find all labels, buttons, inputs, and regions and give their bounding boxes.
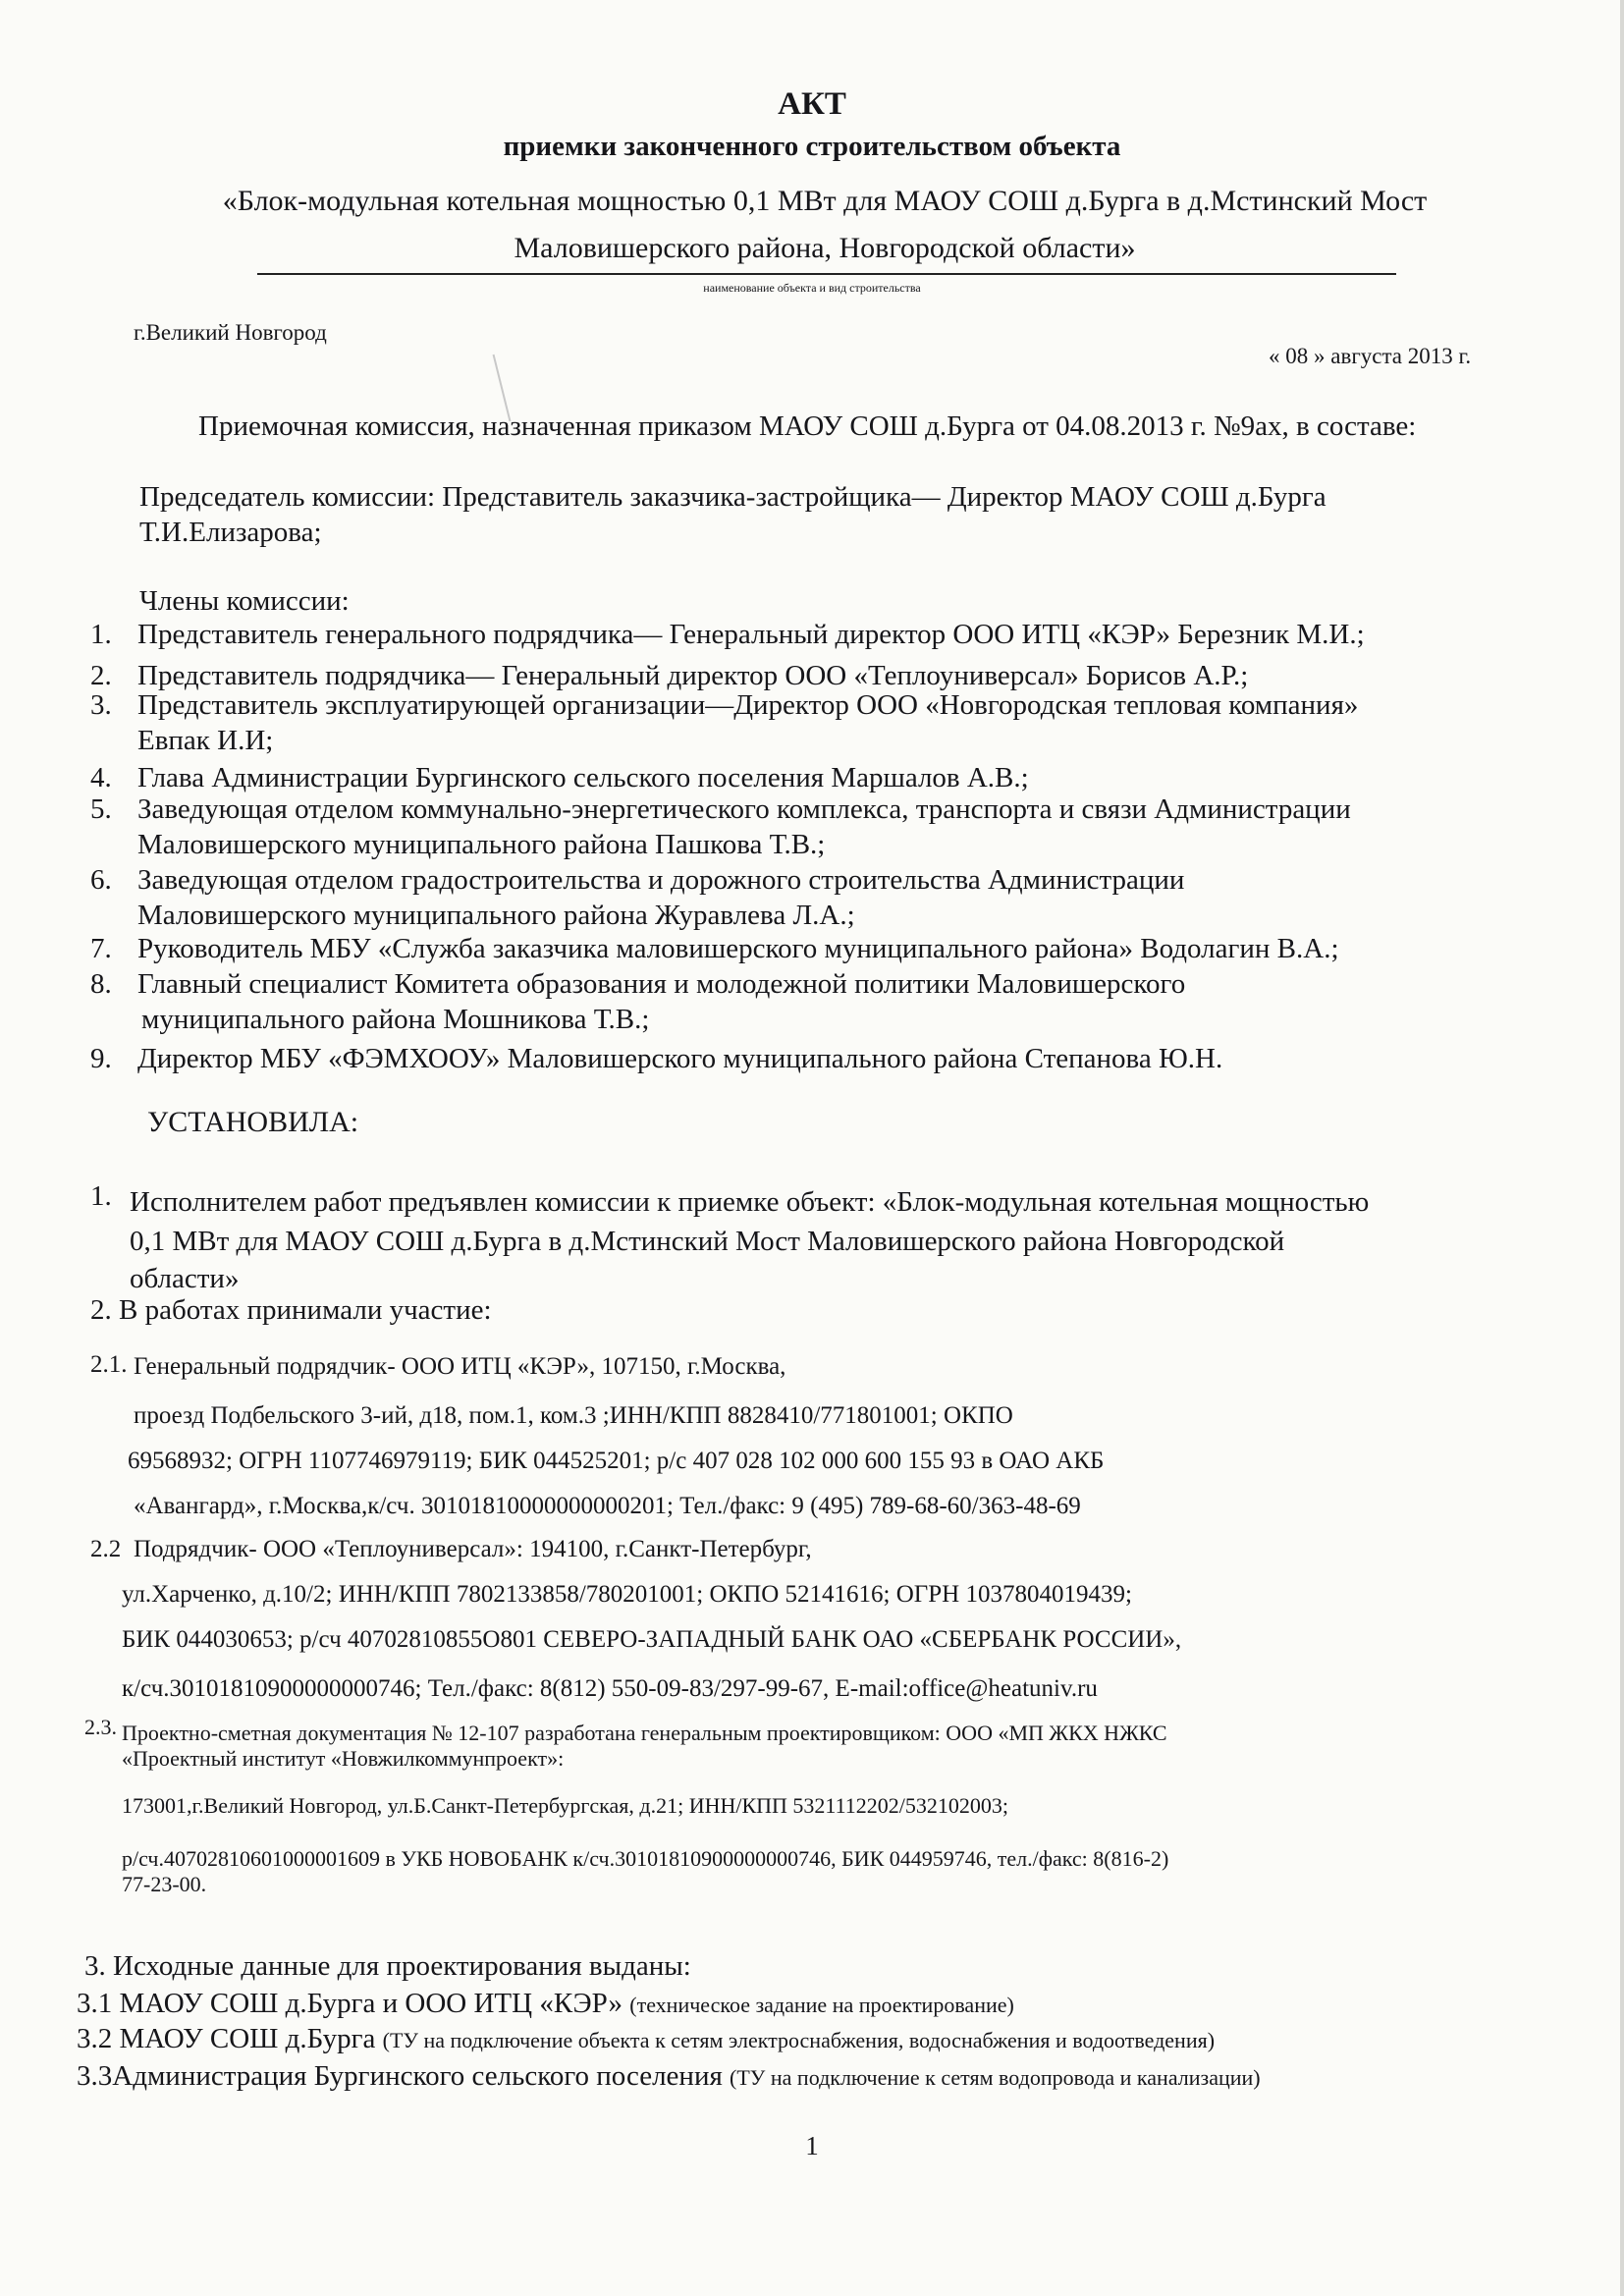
member-text: Главный специалист Комитета образования и молодежной политики Маловишерского — [137, 968, 1186, 1000]
item-1-line-3: области» — [130, 1263, 240, 1294]
item-2-heading: 2. В работах принимали участие: — [90, 1294, 492, 1326]
item-3-1-note: (техническое задание на проектирование) — [629, 1993, 1014, 2017]
member-text: Представитель генерального подрядчика— Генеральный директор ООО ИТЦ «КЭР» Березник М.И.; — [137, 619, 1365, 650]
item-2-2-line: Подрядчик- ООО «Теплоуниверсал»: 194100, г.Санкт-Петербург, — [134, 1536, 812, 1562]
item-2-1-line: Генеральный подрядчик- ООО ИТЦ «КЭР», 107150, г.Москва, — [134, 1353, 786, 1380]
member-text: Глава Администрации Бургинского сельского поселения Маршалов А.В.; — [137, 762, 1029, 793]
chairman-line-1: Председатель комиссии: Представитель заказчика-застройщика— Директор МАОУ СОШ д.Бурга — [139, 481, 1326, 513]
item-3-3-main: Администрация Бургинского сельского поселения — [112, 2060, 723, 2092]
member-item — [90, 793, 1351, 826]
member-item — [90, 762, 1029, 794]
member-text-continued: Евпак И.И; — [137, 725, 274, 756]
item-2-2-line: БИК 044030653; р/сч 40702810855O801 СЕВЕРО-ЗАПАДНЫЙ БАНК ОАО «СБЕРБАНК РОССИИ», — [122, 1626, 1182, 1653]
member-number: 1. — [90, 619, 112, 650]
item-2-1-line: «Авангард», г.Москва,к/сч. 30101810000000000201; Тел./факс: 9 (495) 789-68-60/363-48-69 — [134, 1493, 1081, 1519]
member-item — [90, 968, 1185, 1001]
item-3-3-note: (ТУ на подключение к сетям водопровода и канализации) — [730, 2065, 1261, 2090]
member-number: 3. — [90, 689, 112, 721]
member-item — [90, 660, 1248, 692]
chairman-line-2: Т.И.Елизарова; — [139, 517, 322, 548]
member-text: Заведующая отделом коммунально-энергетического комплекса, транспорта и связи Администрации — [137, 793, 1351, 825]
member-number: 4. — [90, 762, 112, 793]
member-text: Заведующая отделом градостроительства и дорожного строительства Администрации — [137, 864, 1185, 896]
member-item — [90, 933, 1339, 965]
item-3-3-number: 3.3 — [77, 2060, 113, 2092]
object-underline — [257, 273, 1396, 275]
member-text: Представитель подрядчика— Генеральный директор ООО «Теплоуниверсал» Борисов А.Р.; — [137, 660, 1249, 691]
member-text: Директор МБУ «ФЭМХООУ» Маловишерского муниципального района Степанова Ю.Н. — [137, 1043, 1223, 1074]
page-number: 1 — [805, 2131, 819, 2160]
item-2-2-number: 2.2 — [90, 1536, 122, 1562]
member-item — [90, 864, 1184, 897]
member-text-continued: Маловишерского муниципального района Пашкова Т.В.; — [137, 829, 826, 860]
item-1-line-3-wrap — [130, 1247, 240, 1294]
item-3-2-main: МАОУ СОШ д.Бурга — [119, 2023, 376, 2054]
member-text-continued: Маловишерского муниципального района Журавлева Л.А.; — [137, 900, 855, 931]
date: « 08 » августа 2013 г. — [1269, 344, 1472, 368]
item-3-1-main: МАОУ СОШ д.Бурга и ООО ИТЦ «КЭР» — [119, 1988, 623, 2019]
commission-intro: Приемочная комиссия, назначенная приказом МАОУ СОШ д.Бурга от 04.08.2013 г. №9ах, в составе: — [198, 410, 1417, 442]
member-text: Представитель эксплуатирующей организации—Директор ООО «Новгородская тепловая компания» — [137, 689, 1359, 721]
object-caption: наименование объекта и вид строительства — [703, 281, 921, 295]
member-number: 8. — [90, 968, 112, 1000]
item-2-3-line: 173001,г.Великий Новгород, ул.Б.Санкт-Петербургская, д.21; ИНН/КПП 5321112202/532102003; — [122, 1793, 1009, 1818]
place: г.Великий Новгород — [134, 320, 327, 345]
item-2-2-line: ул.Харченко, д.10/2; ИНН/КПП 7802133858/780201001; ОКПО 52141616; ОГРН 1037804019439; — [122, 1581, 1132, 1608]
object-name-line-2: Маловишерского района, Новгородской области» — [514, 232, 1136, 264]
item-2-3-number: 2.3. — [84, 1715, 117, 1739]
document-subtitle: приемки законченного строительством объекта — [503, 131, 1121, 162]
member-text-continued: муниципального района Мошникова Т.В.; — [141, 1004, 650, 1035]
item-2-3-line: р/сч.40702810601000001609 в УКБ НОВОБАНК к/сч.30101810900000000746, БИК 044959746, тел./факс: 8(816-2) — [122, 1846, 1169, 1871]
member-text: Руководитель МБУ «Служба заказчика маловишерского муниципального района» Водолагин В.А.; — [137, 933, 1339, 964]
member-number: 6. — [90, 864, 112, 896]
member-number: 7. — [90, 933, 112, 964]
member-number: 2. — [90, 660, 112, 691]
item-2-1-line: 69568932; ОГРН 1107746979119; БИК 044525201; р/с 407 028 102 000 600 155 93 в ОАО АКБ — [128, 1448, 1105, 1474]
member-number: 5. — [90, 793, 112, 825]
item-2-1-number: 2.1. — [90, 1351, 128, 1378]
item-3-2-number: 3.2 — [77, 2023, 113, 2054]
item-3-3-row — [77, 2060, 1261, 2093]
item-3-heading: 3. Исходные данные для проектирования выданы: — [84, 1950, 691, 1982]
item-2-3-line: 77-23-00. — [122, 1872, 207, 1896]
item-3-1-row — [77, 1988, 1014, 2020]
item-3-2-note: (ТУ на подключение объекта к сетям электроснабжения, водоснабжения и водоотведения) — [382, 2028, 1216, 2052]
document-title: АКТ — [778, 86, 846, 122]
item-2-3-line: Проектно-сметная документация № 12-107 разработана генеральным проектировщиком: ООО «МП ЖКХ НЖКС — [122, 1721, 1167, 1745]
item-1-number: 1. — [90, 1180, 112, 1212]
item-2-2-line: к/сч.30101810900000000746; Тел./факс: 8(812) 550-09-83/297-99-67, E-mail:office@heatuniv.ru — [122, 1675, 1098, 1702]
item-2-3-line: «Проектный институт «Новжилкоммунпроект»: — [122, 1746, 565, 1771]
member-number: 9. — [90, 1043, 112, 1074]
object-name-line-1: «Блок-модульная котельная мощностью 0,1 МВт для МАОУ СОШ д.Бурга в д.Мстинский Мост — [222, 185, 1428, 217]
item-3-1-number: 3.1 — [77, 1988, 113, 2019]
item-1-line-1: Исполнителем работ предъявлен комиссии к приемке объект: «Блок-модульная котельная мощностью — [130, 1186, 1370, 1218]
member-item — [90, 619, 1365, 651]
members-heading: Члены комиссии: — [139, 585, 350, 617]
item-2-1-line: проезд Подбельского 3-ий, д18, пом.1, ком.3 ;ИНН/КПП 8828410/771801001; ОКПО — [134, 1402, 1013, 1429]
established-heading: УСТАНОВИЛА: — [147, 1106, 359, 1138]
item-3-2-row — [77, 2023, 1215, 2055]
item-1-line-2: 0,1 МВт для МАОУ СОШ д.Бурга в д.Мстинский Мост Маловишерского района Новгородской — [130, 1226, 1285, 1257]
member-item — [90, 1043, 1222, 1075]
scan-edge — [1620, 0, 1624, 2296]
member-item — [90, 689, 1358, 722]
